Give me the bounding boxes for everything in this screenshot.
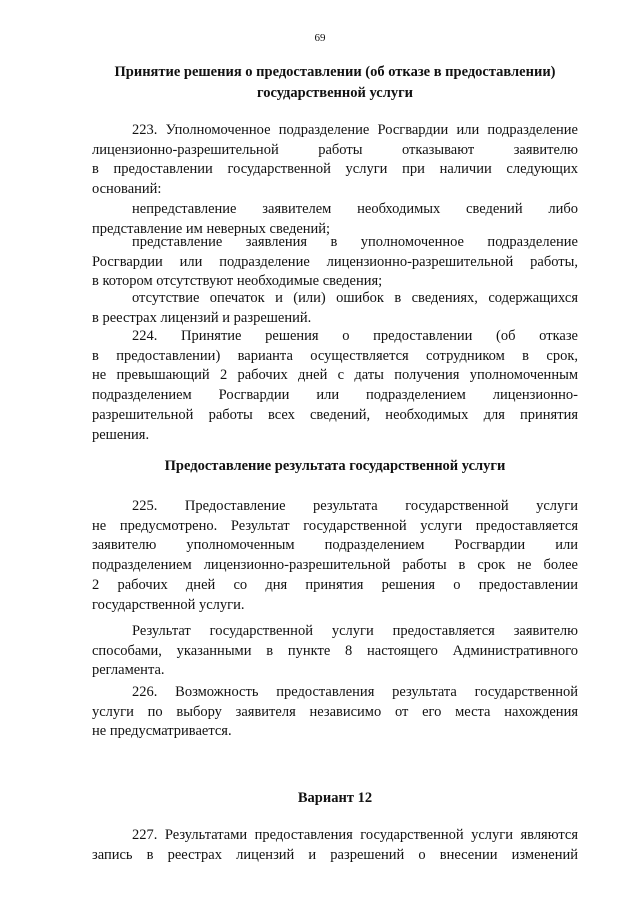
paragraph-223-item-2: [92, 233, 578, 292]
text-line: 225. Предоставление результата государственной услуги: [132, 498, 578, 514]
text-line: не предусматривается.: [92, 723, 232, 740]
paragraph-223: [92, 121, 578, 200]
paragraph-224: [92, 327, 578, 445]
text-line: запись в реестрах лицензий и разрешений о внесении изменений: [92, 846, 578, 863]
text-line: услуги по выбору заявителя независимо от его места нахождения: [92, 703, 578, 720]
text-line: 224. Принятие решения о предоставлении (об отказе: [132, 328, 578, 344]
paragraph-225-continued: [92, 622, 578, 681]
text-line: подразделением Росгвардии или подразделением лицензионно-: [92, 387, 578, 404]
text-line: в котором отсутствуют необходимые сведения;: [92, 273, 383, 290]
text-line: в предоставлении государственной услуги при наличии следующих: [92, 161, 578, 178]
paragraph-223-item-3: [92, 289, 578, 328]
heading-line: Принятие решения о предоставлении (об отказе в предоставлении): [114, 64, 556, 80]
text-line: подразделением лицензионно-разрешительной работы в срок не более: [92, 557, 578, 574]
text-line: 227. Результатами предоставления государственной услуги являются: [132, 827, 578, 843]
text-line: Результат государственной услуги предоставляется заявителю: [132, 623, 578, 639]
section-heading-variant: Вариант 12: [297, 790, 373, 806]
page-number: 69: [314, 32, 326, 44]
text-line: Росгвардии или подразделение лицензионно-разрешительной работы,: [92, 253, 578, 270]
text-line: 223. Уполномоченное подразделение Росгвардии или подразделение: [132, 122, 578, 138]
text-line: способами, указанными в пункте 8 настоящего Административного: [92, 642, 578, 659]
text-line: 2 рабочих дней со дня принятия решения о предоставлении: [92, 576, 578, 593]
text-line: лицензионно-разрешительной работы отказывают заявителю: [92, 141, 578, 158]
text-line: непредставление заявителем необходимых сведений либо: [132, 201, 578, 217]
text-line: государственной услуги.: [92, 596, 245, 613]
text-line: не превышающий 2 рабочих дней с даты получения уполномоченным: [92, 367, 578, 384]
section-heading-decision: [92, 62, 578, 104]
text-line: в реестрах лицензий и разрешений.: [92, 309, 312, 326]
text-line: представление заявления в уполномоченное подразделение: [132, 234, 578, 250]
text-line: 226. Возможность предоставления результата государственной: [132, 684, 578, 700]
text-line: разрешительной работы всех сведений, необходимых для принятия: [92, 406, 578, 423]
text-line: регламента.: [92, 662, 165, 679]
paragraph-226: [92, 683, 578, 742]
section-heading-result: Предоставление результата государственной услуги: [164, 458, 506, 474]
text-line: отсутствие опечаток и (или) ошибок в сведениях, содержащихся: [132, 290, 578, 306]
paragraph-227: [92, 826, 578, 865]
text-line: представление им неверных сведений;: [92, 220, 331, 237]
text-line: заявителю уполномоченным подразделением Росгвардии или: [92, 537, 578, 554]
heading-line: государственной услуги: [256, 85, 414, 101]
paragraph-225: [92, 497, 578, 615]
text-line: в предоставлении) варианта осуществляется сотрудником в срок,: [92, 347, 578, 364]
text-line: оснований:: [92, 181, 162, 198]
text-line: не предусмотрено. Результат государственной услуги предоставляется: [92, 517, 578, 534]
text-line: решения.: [92, 426, 150, 443]
